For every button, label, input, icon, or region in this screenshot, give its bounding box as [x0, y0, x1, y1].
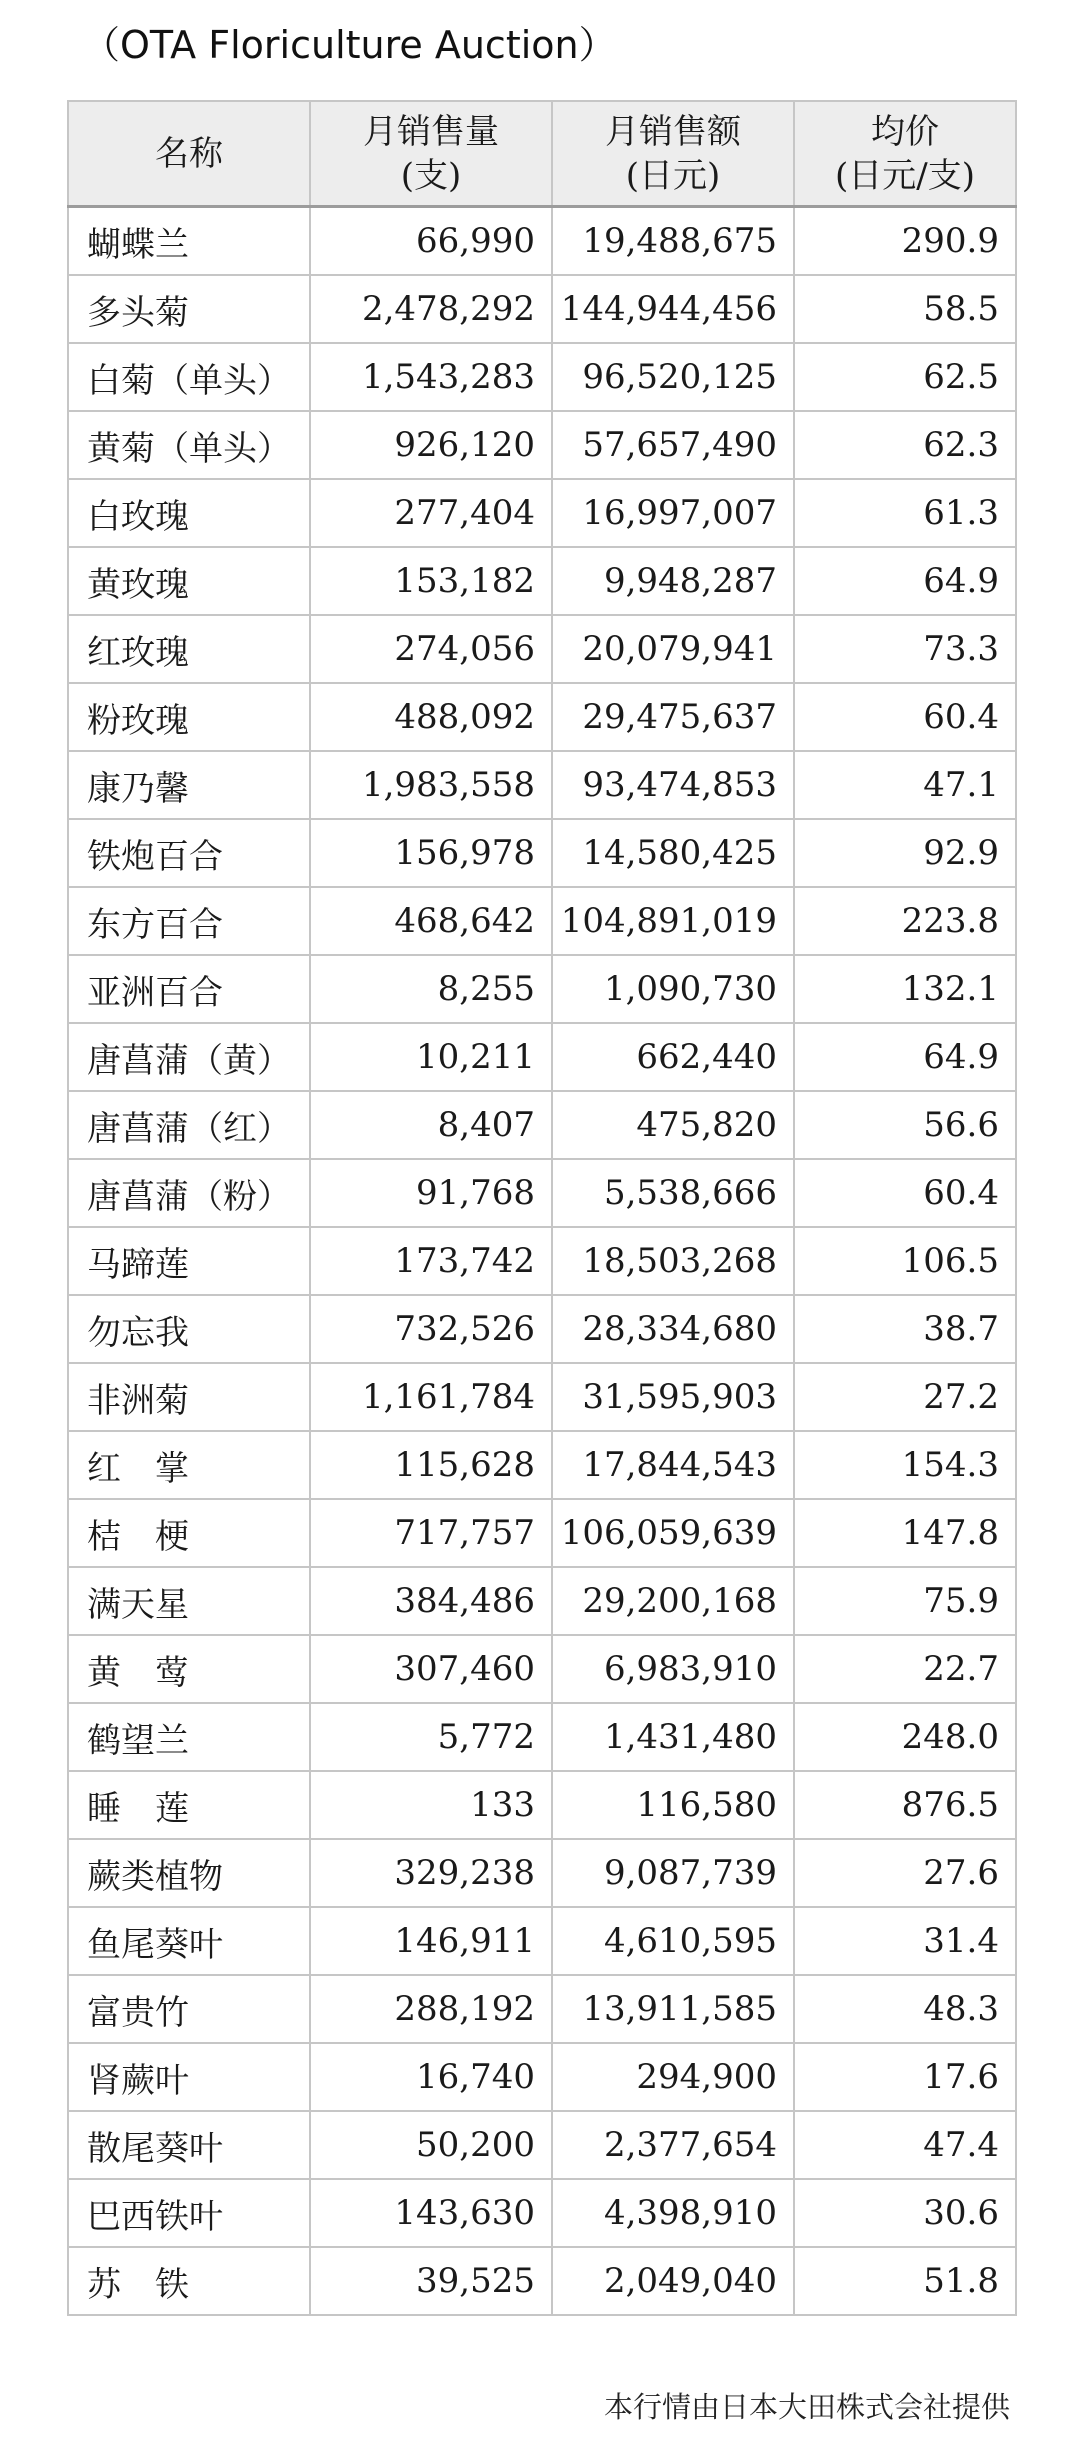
table-row — [68, 751, 1016, 819]
header-volume-unit: (支) — [400, 155, 462, 196]
monthly-sales-cell: 96,520,125 — [552, 343, 794, 411]
table-row — [68, 1363, 1016, 1431]
average-price-cell: 27.6 — [794, 1839, 1016, 1907]
monthly-volume-cell: 133 — [310, 1771, 552, 1839]
average-price-cell: 51.8 — [794, 2247, 1016, 2315]
monthly-volume-cell: 2,478,292 — [310, 275, 552, 343]
flower-name-cell: 唐菖蒲（红） — [68, 1091, 310, 1159]
monthly-volume-cell: 50,200 — [310, 2111, 552, 2179]
header-price-unit: (日元/支) — [835, 155, 975, 196]
flower-name-cell: 散尾葵叶 — [68, 2111, 310, 2179]
monthly-volume-cell: 153,182 — [310, 547, 552, 615]
monthly-sales-cell: 1,090,730 — [552, 955, 794, 1023]
monthly-volume-cell: 488,092 — [310, 683, 552, 751]
flower-name-cell: 白玫瑰 — [68, 479, 310, 547]
header-row — [68, 101, 1016, 207]
monthly-sales-cell: 4,610,595 — [552, 1907, 794, 1975]
monthly-volume-cell: 1,983,558 — [310, 751, 552, 819]
monthly-volume-cell: 1,161,784 — [310, 1363, 552, 1431]
monthly-volume-cell: 277,404 — [310, 479, 552, 547]
flower-name-cell: 唐菖蒲（粉） — [68, 1159, 310, 1227]
header-volume-label: 月销售量 — [363, 111, 499, 152]
flower-name-cell: 黄 莺 — [68, 1635, 310, 1703]
monthly-sales-cell: 93,474,853 — [552, 751, 794, 819]
monthly-volume-cell: 288,192 — [310, 1975, 552, 2043]
table-row — [68, 2043, 1016, 2111]
price-table — [67, 100, 1017, 2316]
monthly-sales-cell: 144,944,456 — [552, 275, 794, 343]
monthly-sales-cell: 9,948,287 — [552, 547, 794, 615]
table-row — [68, 343, 1016, 411]
average-price-cell: 223.8 — [794, 887, 1016, 955]
monthly-sales-cell: 4,398,910 — [552, 2179, 794, 2247]
monthly-sales-cell: 2,049,040 — [552, 2247, 794, 2315]
monthly-sales-cell: 9,087,739 — [552, 1839, 794, 1907]
monthly-volume-cell: 5,772 — [310, 1703, 552, 1771]
flower-name-cell: 马蹄莲 — [68, 1227, 310, 1295]
monthly-volume-cell: 39,525 — [310, 2247, 552, 2315]
flower-name-cell: 铁炮百合 — [68, 819, 310, 887]
table-row — [68, 1907, 1016, 1975]
table-row — [68, 411, 1016, 479]
average-price-cell: 58.5 — [794, 275, 1016, 343]
table-row — [68, 1159, 1016, 1227]
flower-name-cell: 康乃馨 — [68, 751, 310, 819]
monthly-volume-cell: 173,742 — [310, 1227, 552, 1295]
table-row — [68, 2179, 1016, 2247]
average-price-cell: 47.4 — [794, 2111, 1016, 2179]
average-price-cell: 27.2 — [794, 1363, 1016, 1431]
average-price-cell: 876.5 — [794, 1771, 1016, 1839]
table-row — [68, 1771, 1016, 1839]
table-row — [68, 1975, 1016, 2043]
monthly-volume-cell: 717,757 — [310, 1499, 552, 1567]
average-price-cell: 147.8 — [794, 1499, 1016, 1567]
flower-name-cell: 唐菖蒲（黄） — [68, 1023, 310, 1091]
monthly-sales-cell: 6,983,910 — [552, 1635, 794, 1703]
header-average-price — [794, 101, 1016, 207]
average-price-cell: 75.9 — [794, 1567, 1016, 1635]
average-price-cell: 48.3 — [794, 1975, 1016, 2043]
table-row — [68, 207, 1016, 276]
monthly-volume-cell: 66,990 — [310, 207, 552, 276]
flower-name-cell: 非洲菊 — [68, 1363, 310, 1431]
table-row — [68, 547, 1016, 615]
monthly-sales-cell: 475,820 — [552, 1091, 794, 1159]
table-row — [68, 615, 1016, 683]
monthly-sales-cell: 14,580,425 — [552, 819, 794, 887]
table-row — [68, 1703, 1016, 1771]
monthly-sales-cell: 294,900 — [552, 2043, 794, 2111]
average-price-cell: 38.7 — [794, 1295, 1016, 1363]
flower-name-cell: 白菊（单头） — [68, 343, 310, 411]
monthly-sales-cell: 16,997,007 — [552, 479, 794, 547]
flower-name-cell: 苏 铁 — [68, 2247, 310, 2315]
monthly-volume-cell: 143,630 — [310, 2179, 552, 2247]
average-price-cell: 31.4 — [794, 1907, 1016, 1975]
flower-name-cell: 巴西铁叶 — [68, 2179, 310, 2247]
table-row — [68, 1295, 1016, 1363]
monthly-sales-cell: 104,891,019 — [552, 887, 794, 955]
flower-name-cell: 红玫瑰 — [68, 615, 310, 683]
header-monthly-volume — [310, 101, 552, 207]
flower-name-cell: 红 掌 — [68, 1431, 310, 1499]
header-price-label: 均价 — [871, 111, 939, 152]
monthly-sales-cell: 2,377,654 — [552, 2111, 794, 2179]
monthly-volume-cell: 307,460 — [310, 1635, 552, 1703]
header-sales-unit: (日元) — [625, 155, 721, 196]
monthly-volume-cell: 384,486 — [310, 1567, 552, 1635]
average-price-cell: 56.6 — [794, 1091, 1016, 1159]
source-note: 本行情由日本大田株式会社提供 — [603, 2390, 1010, 2424]
monthly-sales-cell: 5,538,666 — [552, 1159, 794, 1227]
average-price-cell: 62.3 — [794, 411, 1016, 479]
monthly-volume-cell: 115,628 — [310, 1431, 552, 1499]
monthly-sales-cell: 20,079,941 — [552, 615, 794, 683]
table-row — [68, 479, 1016, 547]
monthly-sales-cell: 57,657,490 — [552, 411, 794, 479]
table-row — [68, 1227, 1016, 1295]
monthly-volume-cell: 146,911 — [310, 1907, 552, 1975]
table-header — [68, 101, 1016, 207]
monthly-volume-cell: 91,768 — [310, 1159, 552, 1227]
monthly-sales-cell: 116,580 — [552, 1771, 794, 1839]
monthly-volume-cell: 1,543,283 — [310, 343, 552, 411]
header-monthly-sales — [552, 101, 794, 207]
table-row — [68, 275, 1016, 343]
header-name-label: 名称 — [155, 133, 223, 174]
flower-name-cell: 蝴蝶兰 — [68, 207, 310, 276]
average-price-cell: 248.0 — [794, 1703, 1016, 1771]
flower-name-cell: 粉玫瑰 — [68, 683, 310, 751]
flower-name-cell: 多头菊 — [68, 275, 310, 343]
flower-name-cell: 蕨类植物 — [68, 1839, 310, 1907]
average-price-cell: 154.3 — [794, 1431, 1016, 1499]
average-price-cell: 64.9 — [794, 1023, 1016, 1091]
table-row — [68, 2111, 1016, 2179]
flower-name-cell: 睡 莲 — [68, 1771, 310, 1839]
monthly-sales-cell: 17,844,543 — [552, 1431, 794, 1499]
monthly-sales-cell: 18,503,268 — [552, 1227, 794, 1295]
monthly-volume-cell: 732,526 — [310, 1295, 552, 1363]
average-price-cell: 290.9 — [794, 207, 1016, 276]
average-price-cell: 17.6 — [794, 2043, 1016, 2111]
monthly-sales-cell: 29,475,637 — [552, 683, 794, 751]
monthly-sales-cell: 1,431,480 — [552, 1703, 794, 1771]
table-row — [68, 1839, 1016, 1907]
flower-name-cell: 满天星 — [68, 1567, 310, 1635]
monthly-sales-cell: 662,440 — [552, 1023, 794, 1091]
average-price-cell: 60.4 — [794, 683, 1016, 751]
monthly-sales-cell: 106,059,639 — [552, 1499, 794, 1567]
table-row — [68, 1499, 1016, 1567]
average-price-cell: 30.6 — [794, 2179, 1016, 2247]
table-row — [68, 819, 1016, 887]
monthly-sales-cell: 13,911,585 — [552, 1975, 794, 2043]
average-price-cell: 132.1 — [794, 955, 1016, 1023]
header-sales-label: 月销售额 — [605, 111, 741, 152]
monthly-volume-cell: 274,056 — [310, 615, 552, 683]
average-price-cell: 47.1 — [794, 751, 1016, 819]
flower-name-cell: 勿忘我 — [68, 1295, 310, 1363]
table-row — [68, 1431, 1016, 1499]
table-row — [68, 2247, 1016, 2315]
table-row — [68, 955, 1016, 1023]
average-price-cell: 62.5 — [794, 343, 1016, 411]
monthly-volume-cell: 329,238 — [310, 1839, 552, 1907]
monthly-volume-cell: 926,120 — [310, 411, 552, 479]
table-row — [68, 683, 1016, 751]
average-price-cell: 73.3 — [794, 615, 1016, 683]
flower-name-cell: 鱼尾葵叶 — [68, 1907, 310, 1975]
monthly-volume-cell: 468,642 — [310, 887, 552, 955]
flower-name-cell: 鹤望兰 — [68, 1703, 310, 1771]
table-row — [68, 1091, 1016, 1159]
average-price-cell: 60.4 — [794, 1159, 1016, 1227]
monthly-volume-cell: 8,407 — [310, 1091, 552, 1159]
flower-name-cell: 黄玫瑰 — [68, 547, 310, 615]
monthly-volume-cell: 156,978 — [310, 819, 552, 887]
flower-name-cell: 富贵竹 — [68, 1975, 310, 2043]
monthly-sales-cell: 31,595,903 — [552, 1363, 794, 1431]
flower-name-cell: 桔 梗 — [68, 1499, 310, 1567]
table-row — [68, 1567, 1016, 1635]
average-price-cell: 61.3 — [794, 479, 1016, 547]
monthly-volume-cell: 16,740 — [310, 2043, 552, 2111]
flower-name-cell: 亚洲百合 — [68, 955, 310, 1023]
monthly-sales-cell: 19,488,675 — [552, 207, 794, 276]
page-caption: （OTA Floriculture Auction） — [82, 23, 617, 67]
average-price-cell: 64.9 — [794, 547, 1016, 615]
table-row — [68, 887, 1016, 955]
average-price-cell: 92.9 — [794, 819, 1016, 887]
monthly-volume-cell: 10,211 — [310, 1023, 552, 1091]
table-row — [68, 1023, 1016, 1091]
flower-name-cell: 黄菊（单头） — [68, 411, 310, 479]
flower-name-cell: 肾蕨叶 — [68, 2043, 310, 2111]
monthly-sales-cell: 28,334,680 — [552, 1295, 794, 1363]
monthly-volume-cell: 8,255 — [310, 955, 552, 1023]
header-name — [68, 101, 310, 207]
table-body — [68, 207, 1016, 2316]
average-price-cell: 22.7 — [794, 1635, 1016, 1703]
monthly-sales-cell: 29,200,168 — [552, 1567, 794, 1635]
table-row — [68, 1635, 1016, 1703]
flower-name-cell: 东方百合 — [68, 887, 310, 955]
average-price-cell: 106.5 — [794, 1227, 1016, 1295]
